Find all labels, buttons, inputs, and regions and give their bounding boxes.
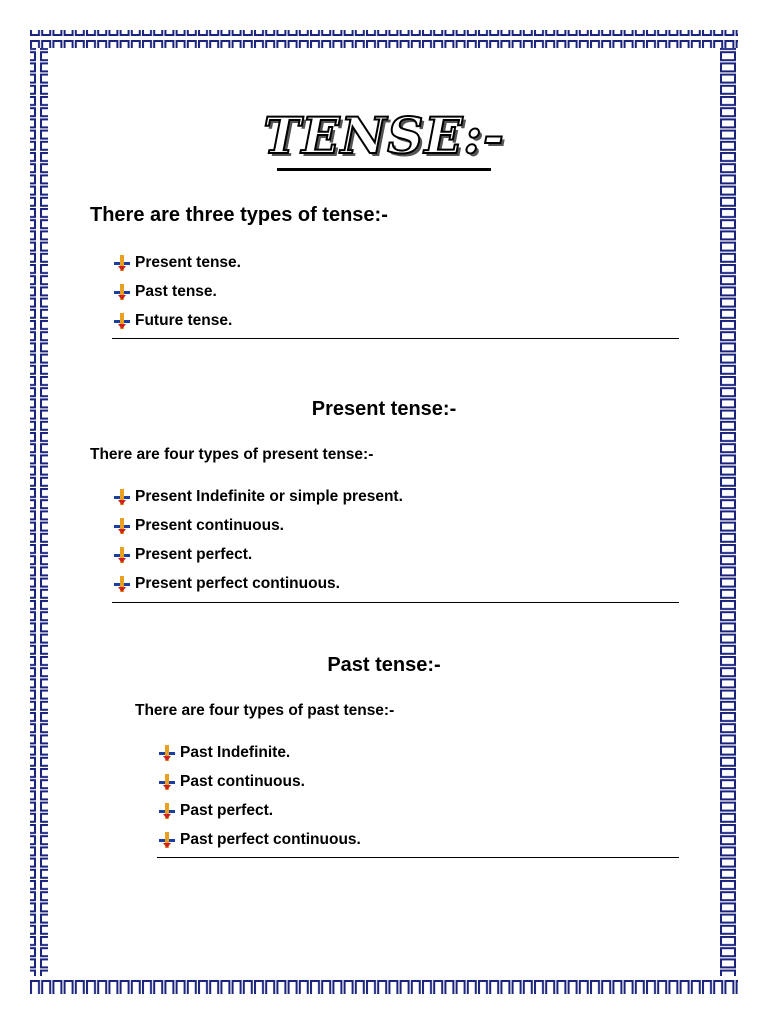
list-item-label: Past perfect continuous. xyxy=(180,830,361,848)
list-item xyxy=(157,825,361,854)
title-underline xyxy=(277,168,491,171)
arrow-down-bullet-icon xyxy=(112,575,132,593)
list-item-label: Present continuous. xyxy=(135,516,284,534)
past-subheading: There are four types of past tense:- xyxy=(135,702,395,719)
page-title: TENSE:- xyxy=(263,106,505,165)
list-item-label: Present tense. xyxy=(135,253,241,271)
list-item-label: Present perfect continuous. xyxy=(135,574,340,592)
arrow-down-bullet-icon xyxy=(112,488,132,506)
page-title-wrap xyxy=(0,106,768,166)
section-divider xyxy=(112,338,679,339)
intro-heading: There are three types of tense:- xyxy=(90,204,388,226)
present-list xyxy=(112,482,403,598)
past-list xyxy=(157,738,361,854)
arrow-down-bullet-icon xyxy=(157,831,177,849)
arrow-down-bullet-icon xyxy=(112,546,132,564)
list-item-label: Past Indefinite. xyxy=(180,743,291,761)
arrow-down-bullet-icon xyxy=(112,254,132,272)
present-subheading: There are four types of present tense:- xyxy=(90,446,374,463)
list-item-label: Future tense. xyxy=(135,311,233,329)
list-item xyxy=(112,540,403,569)
intro-list xyxy=(112,248,241,335)
present-heading: Present tense:- xyxy=(311,398,457,420)
section-divider xyxy=(157,857,679,858)
list-item xyxy=(157,767,361,796)
list-item xyxy=(112,306,241,335)
list-item xyxy=(112,277,241,306)
list-item xyxy=(157,738,361,767)
list-item-label: Past continuous. xyxy=(180,772,305,790)
list-item-label: Present Indefinite or simple present. xyxy=(135,487,403,505)
list-item xyxy=(112,511,403,540)
arrow-down-bullet-icon xyxy=(157,744,177,762)
list-item-label: Past perfect. xyxy=(180,801,274,819)
arrow-down-bullet-icon xyxy=(112,517,132,535)
list-item xyxy=(112,569,403,598)
arrow-down-bullet-icon xyxy=(112,283,132,301)
list-item xyxy=(157,796,361,825)
list-item-label: Past tense. xyxy=(135,282,217,300)
list-item xyxy=(112,482,403,511)
arrow-down-bullet-icon xyxy=(112,312,132,330)
list-item xyxy=(112,248,241,277)
arrow-down-bullet-icon xyxy=(157,802,177,820)
section-divider xyxy=(112,602,679,603)
list-item-label: Present perfect. xyxy=(135,545,253,563)
past-heading: Past tense:- xyxy=(327,654,441,676)
arrow-down-bullet-icon xyxy=(157,773,177,791)
